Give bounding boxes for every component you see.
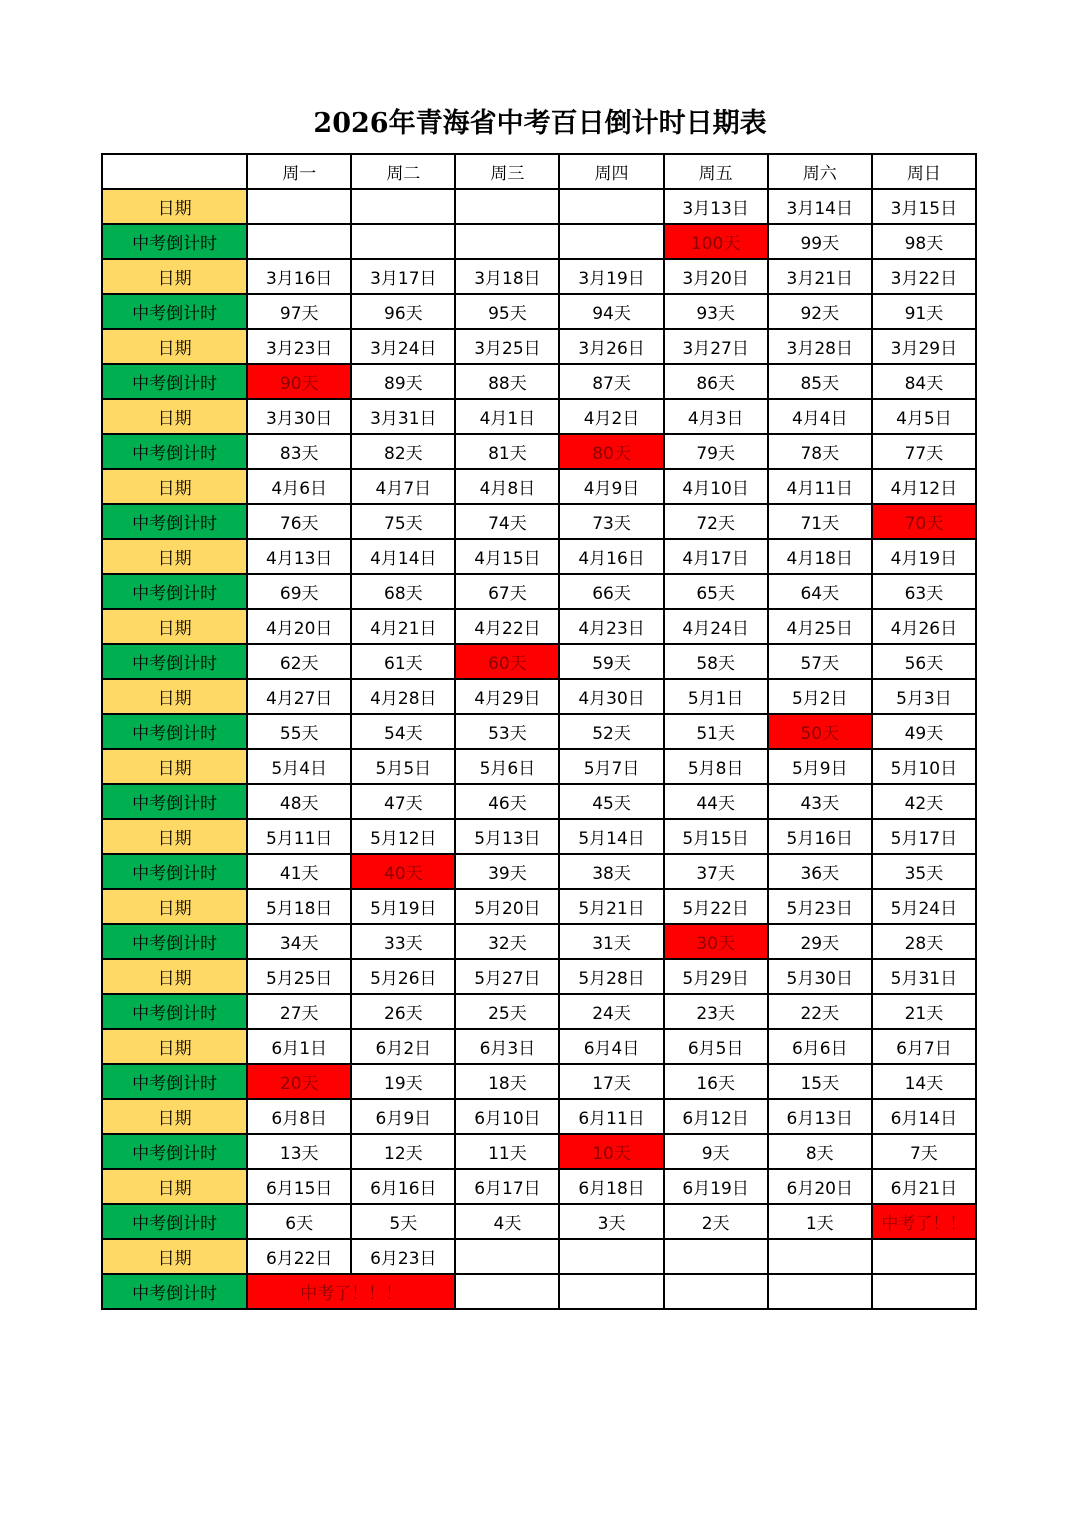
date-row-label: 日期 — [102, 1239, 247, 1274]
countdown-cell: 96天 — [351, 294, 455, 329]
date-row — [102, 259, 976, 294]
countdown-cell: 73天 — [559, 504, 663, 539]
countdown-cell-highlight: 70天 — [872, 504, 976, 539]
countdown-cell: 79天 — [664, 434, 768, 469]
countdown-cell: 52天 — [559, 714, 663, 749]
date-cell: 3月31日 — [351, 399, 455, 434]
countdown-cell: 15天 — [768, 1064, 872, 1099]
countdown-cell: 5天 — [351, 1204, 455, 1239]
countdown-cell: 59天 — [559, 644, 663, 679]
countdown-cell: 43天 — [768, 784, 872, 819]
date-cell: 4月22日 — [455, 609, 559, 644]
countdown-row — [102, 504, 976, 539]
weekday-header: 周日 — [872, 154, 976, 189]
date-cell: 6月13日 — [768, 1099, 872, 1134]
countdown-cell: 34天 — [247, 924, 351, 959]
countdown-cell-highlight: 30天 — [664, 924, 768, 959]
date-cell: 4月13日 — [247, 539, 351, 574]
countdown-cell: 14天 — [872, 1064, 976, 1099]
weekday-header-row — [102, 154, 976, 189]
countdown-cell: 72天 — [664, 504, 768, 539]
countdown-row-label: 中考倒计时 — [102, 714, 247, 749]
date-cell: 3月17日 — [351, 259, 455, 294]
countdown-cell: 57天 — [768, 644, 872, 679]
countdown-cell: 53天 — [455, 714, 559, 749]
date-cell: 3月18日 — [455, 259, 559, 294]
date-cell: 6月5日 — [664, 1029, 768, 1064]
date-cell: 4月3日 — [664, 399, 768, 434]
countdown-cell: 36天 — [768, 854, 872, 889]
date-cell: 4月30日 — [559, 679, 663, 714]
date-cell: 6月16日 — [351, 1169, 455, 1204]
countdown-cell: 11天 — [455, 1134, 559, 1169]
date-row-label: 日期 — [102, 1169, 247, 1204]
date-row-label: 日期 — [102, 399, 247, 434]
date-cell: 6月15日 — [247, 1169, 351, 1204]
date-cell: 5月7日 — [559, 749, 663, 784]
date-cell: 5月16日 — [768, 819, 872, 854]
countdown-cell: 45天 — [559, 784, 663, 819]
countdown-cell: 47天 — [351, 784, 455, 819]
countdown-row-label: 中考倒计时 — [102, 1204, 247, 1239]
date-cell: 3月19日 — [559, 259, 663, 294]
countdown-cell: 91天 — [872, 294, 976, 329]
countdown-cell — [351, 224, 455, 259]
date-cell: 6月10日 — [455, 1099, 559, 1134]
date-row-label: 日期 — [102, 329, 247, 364]
countdown-cell — [455, 224, 559, 259]
countdown-row-label: 中考倒计时 — [102, 924, 247, 959]
date-cell: 5月24日 — [872, 889, 976, 924]
countdown-row — [102, 1134, 976, 1169]
countdown-row — [102, 1204, 976, 1239]
countdown-cell: 74天 — [455, 504, 559, 539]
date-cell: 4月26日 — [872, 609, 976, 644]
countdown-row — [102, 224, 976, 259]
date-cell — [455, 1239, 559, 1274]
date-cell: 4月1日 — [455, 399, 559, 434]
date-cell: 5月9日 — [768, 749, 872, 784]
date-cell: 4月4日 — [768, 399, 872, 434]
countdown-cell: 58天 — [664, 644, 768, 679]
countdown-cell: 3天 — [559, 1204, 663, 1239]
corner-cell — [102, 154, 247, 189]
countdown-cell: 4天 — [455, 1204, 559, 1239]
date-cell: 3月20日 — [664, 259, 768, 294]
date-cell: 3月24日 — [351, 329, 455, 364]
countdown-cell: 78天 — [768, 434, 872, 469]
date-row-label: 日期 — [102, 539, 247, 574]
date-row — [102, 1169, 976, 1204]
countdown-row-label: 中考倒计时 — [102, 784, 247, 819]
date-cell: 5月31日 — [872, 959, 976, 994]
date-cell: 4月6日 — [247, 469, 351, 504]
countdown-cell: 66天 — [559, 574, 663, 609]
date-cell: 3月15日 — [872, 189, 976, 224]
date-row — [102, 469, 976, 504]
date-cell — [872, 1239, 976, 1274]
countdown-cell — [455, 1274, 559, 1309]
countdown-cell: 25天 — [455, 994, 559, 1029]
countdown-row — [102, 434, 976, 469]
countdown-cell: 49天 — [872, 714, 976, 749]
date-cell: 6月18日 — [559, 1169, 663, 1204]
countdown-cell: 1天 — [768, 1204, 872, 1239]
countdown-cell: 64天 — [768, 574, 872, 609]
date-cell: 5月19日 — [351, 889, 455, 924]
date-cell: 6月7日 — [872, 1029, 976, 1064]
countdown-cell: 9天 — [664, 1134, 768, 1169]
date-cell: 4月28日 — [351, 679, 455, 714]
weekday-header: 周四 — [559, 154, 663, 189]
date-cell: 6月19日 — [664, 1169, 768, 1204]
weekday-header: 周五 — [664, 154, 768, 189]
date-cell: 5月30日 — [768, 959, 872, 994]
date-cell — [351, 189, 455, 224]
countdown-cell: 68天 — [351, 574, 455, 609]
date-row-label: 日期 — [102, 189, 247, 224]
date-cell: 6月1日 — [247, 1029, 351, 1064]
weekday-header: 周一 — [247, 154, 351, 189]
countdown-cell: 27天 — [247, 994, 351, 1029]
date-cell: 3月21日 — [768, 259, 872, 294]
countdown-cell-highlight: 中考了！！！ — [247, 1274, 455, 1309]
date-cell: 5月1日 — [664, 679, 768, 714]
date-cell: 5月8日 — [664, 749, 768, 784]
countdown-cell: 82天 — [351, 434, 455, 469]
date-cell: 3月27日 — [664, 329, 768, 364]
countdown-cell: 84天 — [872, 364, 976, 399]
countdown-cell: 69天 — [247, 574, 351, 609]
date-cell: 3月16日 — [247, 259, 351, 294]
date-row — [102, 679, 976, 714]
date-cell — [455, 189, 559, 224]
countdown-row-label: 中考倒计时 — [102, 574, 247, 609]
weekday-header: 周六 — [768, 154, 872, 189]
date-cell: 6月12日 — [664, 1099, 768, 1134]
countdown-cell: 41天 — [247, 854, 351, 889]
countdown-cell-highlight: 100天 — [664, 224, 768, 259]
date-cell: 4月12日 — [872, 469, 976, 504]
countdown-cell-highlight: 中考了！！ — [872, 1204, 976, 1239]
date-cell: 6月4日 — [559, 1029, 663, 1064]
countdown-cell-highlight: 10天 — [559, 1134, 663, 1169]
countdown-row — [102, 644, 976, 679]
date-cell: 4月20日 — [247, 609, 351, 644]
date-cell: 4月5日 — [872, 399, 976, 434]
date-row-label: 日期 — [102, 1029, 247, 1064]
date-row — [102, 819, 976, 854]
date-cell: 4月17日 — [664, 539, 768, 574]
countdown-row-label: 中考倒计时 — [102, 1134, 247, 1169]
countdown-cell: 18天 — [455, 1064, 559, 1099]
date-cell: 3月13日 — [664, 189, 768, 224]
date-row-label: 日期 — [102, 259, 247, 294]
date-cell: 4月24日 — [664, 609, 768, 644]
countdown-cell: 42天 — [872, 784, 976, 819]
date-cell: 4月2日 — [559, 399, 663, 434]
countdown-cell: 17天 — [559, 1064, 663, 1099]
countdown-row-label: 中考倒计时 — [102, 434, 247, 469]
date-row — [102, 1239, 976, 1274]
date-cell — [559, 1239, 663, 1274]
countdown-row — [102, 994, 976, 1029]
date-row — [102, 889, 976, 924]
date-cell: 3月23日 — [247, 329, 351, 364]
countdown-cell — [664, 1274, 768, 1309]
countdown-row — [102, 364, 976, 399]
date-cell: 4月10日 — [664, 469, 768, 504]
date-cell: 6月11日 — [559, 1099, 663, 1134]
date-cell: 5月5日 — [351, 749, 455, 784]
date-cell: 4月21日 — [351, 609, 455, 644]
countdown-cell: 31天 — [559, 924, 663, 959]
date-cell: 4月15日 — [455, 539, 559, 574]
countdown-cell: 67天 — [455, 574, 559, 609]
countdown-cell: 75天 — [351, 504, 455, 539]
countdown-cell: 7天 — [872, 1134, 976, 1169]
date-cell: 4月27日 — [247, 679, 351, 714]
date-cell: 6月8日 — [247, 1099, 351, 1134]
date-cell: 5月21日 — [559, 889, 663, 924]
date-row-label: 日期 — [102, 959, 247, 994]
date-cell: 5月3日 — [872, 679, 976, 714]
countdown-cell: 99天 — [768, 224, 872, 259]
countdown-cell: 61天 — [351, 644, 455, 679]
countdown-cell: 65天 — [664, 574, 768, 609]
countdown-cell: 81天 — [455, 434, 559, 469]
countdown-cell: 19天 — [351, 1064, 455, 1099]
countdown-cell: 8天 — [768, 1134, 872, 1169]
countdown-row-label: 中考倒计时 — [102, 644, 247, 679]
date-row — [102, 749, 976, 784]
countdown-cell-highlight: 20天 — [247, 1064, 351, 1099]
countdown-cell: 55天 — [247, 714, 351, 749]
countdown-cell: 24天 — [559, 994, 663, 1029]
date-cell: 5月10日 — [872, 749, 976, 784]
date-row-label: 日期 — [102, 1099, 247, 1134]
date-row — [102, 399, 976, 434]
countdown-row — [102, 1274, 976, 1309]
date-cell: 3月30日 — [247, 399, 351, 434]
date-cell — [559, 189, 663, 224]
date-cell: 6月3日 — [455, 1029, 559, 1064]
date-row-label: 日期 — [102, 889, 247, 924]
countdown-cell: 98天 — [872, 224, 976, 259]
countdown-cell: 35天 — [872, 854, 976, 889]
date-cell — [247, 189, 351, 224]
countdown-cell-highlight: 60天 — [455, 644, 559, 679]
date-cell: 4月14日 — [351, 539, 455, 574]
date-cell: 5月20日 — [455, 889, 559, 924]
date-cell: 4月11日 — [768, 469, 872, 504]
countdown-cell: 38天 — [559, 854, 663, 889]
countdown-cell: 62天 — [247, 644, 351, 679]
countdown-cell: 76天 — [247, 504, 351, 539]
countdown-cell: 63天 — [872, 574, 976, 609]
countdown-cell: 95天 — [455, 294, 559, 329]
countdown-row — [102, 1064, 976, 1099]
countdown-cell: 48天 — [247, 784, 351, 819]
date-cell: 4月19日 — [872, 539, 976, 574]
date-row — [102, 609, 976, 644]
date-cell: 4月25日 — [768, 609, 872, 644]
date-cell: 5月6日 — [455, 749, 559, 784]
countdown-cell: 97天 — [247, 294, 351, 329]
countdown-cell: 56天 — [872, 644, 976, 679]
date-cell: 5月18日 — [247, 889, 351, 924]
date-cell: 5月28日 — [559, 959, 663, 994]
date-row — [102, 539, 976, 574]
countdown-cell-highlight: 40天 — [351, 854, 455, 889]
date-row-label: 日期 — [102, 819, 247, 854]
countdown-row-label: 中考倒计时 — [102, 1274, 247, 1309]
countdown-row-label: 中考倒计时 — [102, 364, 247, 399]
date-cell: 6月9日 — [351, 1099, 455, 1134]
countdown-cell: 32天 — [455, 924, 559, 959]
date-cell: 6月20日 — [768, 1169, 872, 1204]
countdown-cell: 29天 — [768, 924, 872, 959]
countdown-cell: 44天 — [664, 784, 768, 819]
date-cell: 6月17日 — [455, 1169, 559, 1204]
date-cell — [768, 1239, 872, 1274]
date-row — [102, 1099, 976, 1134]
countdown-row-label: 中考倒计时 — [102, 1064, 247, 1099]
countdown-cell — [559, 224, 663, 259]
date-cell: 6月23日 — [351, 1239, 455, 1274]
date-cell: 6月21日 — [872, 1169, 976, 1204]
countdown-row — [102, 574, 976, 609]
date-cell: 3月25日 — [455, 329, 559, 364]
countdown-cell: 2天 — [664, 1204, 768, 1239]
date-cell: 5月22日 — [664, 889, 768, 924]
date-cell: 3月26日 — [559, 329, 663, 364]
countdown-row — [102, 714, 976, 749]
date-cell: 5月29日 — [664, 959, 768, 994]
countdown-cell: 54天 — [351, 714, 455, 749]
countdown-row-label: 中考倒计时 — [102, 994, 247, 1029]
weekday-header: 周三 — [455, 154, 559, 189]
date-cell: 3月28日 — [768, 329, 872, 364]
date-row — [102, 189, 976, 224]
date-cell: 4月29日 — [455, 679, 559, 714]
countdown-cell: 88天 — [455, 364, 559, 399]
countdown-cell — [247, 224, 351, 259]
countdown-cell-highlight: 90天 — [247, 364, 351, 399]
date-cell: 5月23日 — [768, 889, 872, 924]
countdown-cell-highlight: 80天 — [559, 434, 663, 469]
countdown-cell — [559, 1274, 663, 1309]
date-cell: 5月26日 — [351, 959, 455, 994]
countdown-cell: 22天 — [768, 994, 872, 1029]
countdown-calendar-table — [101, 153, 977, 1310]
countdown-row-label: 中考倒计时 — [102, 854, 247, 889]
countdown-cell: 86天 — [664, 364, 768, 399]
date-cell: 5月27日 — [455, 959, 559, 994]
date-row-label: 日期 — [102, 609, 247, 644]
countdown-cell: 12天 — [351, 1134, 455, 1169]
countdown-cell: 6天 — [247, 1204, 351, 1239]
countdown-row — [102, 924, 976, 959]
countdown-cell: 23天 — [664, 994, 768, 1029]
date-row-label: 日期 — [102, 469, 247, 504]
date-cell: 3月29日 — [872, 329, 976, 364]
countdown-cell: 28天 — [872, 924, 976, 959]
countdown-cell: 39天 — [455, 854, 559, 889]
countdown-cell: 71天 — [768, 504, 872, 539]
date-cell: 5月12日 — [351, 819, 455, 854]
date-cell: 5月15日 — [664, 819, 768, 854]
countdown-row — [102, 294, 976, 329]
date-row-label: 日期 — [102, 749, 247, 784]
countdown-row-label: 中考倒计时 — [102, 224, 247, 259]
date-row — [102, 329, 976, 364]
date-cell: 3月14日 — [768, 189, 872, 224]
countdown-cell: 87天 — [559, 364, 663, 399]
date-cell: 4月8日 — [455, 469, 559, 504]
countdown-cell: 51天 — [664, 714, 768, 749]
countdown-cell: 13天 — [247, 1134, 351, 1169]
countdown-cell: 16天 — [664, 1064, 768, 1099]
date-cell: 6月2日 — [351, 1029, 455, 1064]
countdown-cell: 26天 — [351, 994, 455, 1029]
date-row — [102, 959, 976, 994]
date-cell: 3月22日 — [872, 259, 976, 294]
date-cell: 6月22日 — [247, 1239, 351, 1274]
date-cell: 5月2日 — [768, 679, 872, 714]
date-cell: 4月18日 — [768, 539, 872, 574]
countdown-cell: 33天 — [351, 924, 455, 959]
date-cell: 4月23日 — [559, 609, 663, 644]
date-row-label: 日期 — [102, 679, 247, 714]
countdown-cell: 89天 — [351, 364, 455, 399]
countdown-row-label: 中考倒计时 — [102, 504, 247, 539]
date-cell: 5月13日 — [455, 819, 559, 854]
date-cell: 5月4日 — [247, 749, 351, 784]
page-title: 2026年青海省中考百日倒计时日期表 — [313, 108, 767, 139]
countdown-cell: 92天 — [768, 294, 872, 329]
countdown-cell: 21天 — [872, 994, 976, 1029]
countdown-cell: 37天 — [664, 854, 768, 889]
date-cell: 4月16日 — [559, 539, 663, 574]
date-cell: 5月11日 — [247, 819, 351, 854]
countdown-cell: 46天 — [455, 784, 559, 819]
date-row — [102, 1029, 976, 1064]
countdown-cell: 83天 — [247, 434, 351, 469]
countdown-cell — [768, 1274, 872, 1309]
countdown-cell-highlight: 50天 — [768, 714, 872, 749]
countdown-row-label: 中考倒计时 — [102, 294, 247, 329]
countdown-cell: 77天 — [872, 434, 976, 469]
countdown-row — [102, 784, 976, 819]
countdown-cell: 94天 — [559, 294, 663, 329]
weekday-header: 周二 — [351, 154, 455, 189]
date-cell — [664, 1239, 768, 1274]
countdown-cell: 93天 — [664, 294, 768, 329]
date-cell: 5月17日 — [872, 819, 976, 854]
date-cell: 6月6日 — [768, 1029, 872, 1064]
date-cell: 4月7日 — [351, 469, 455, 504]
countdown-row — [102, 854, 976, 889]
countdown-cell: 85天 — [768, 364, 872, 399]
date-cell: 5月14日 — [559, 819, 663, 854]
countdown-cell — [872, 1274, 976, 1309]
date-cell: 6月14日 — [872, 1099, 976, 1134]
date-cell: 4月9日 — [559, 469, 663, 504]
date-cell: 5月25日 — [247, 959, 351, 994]
